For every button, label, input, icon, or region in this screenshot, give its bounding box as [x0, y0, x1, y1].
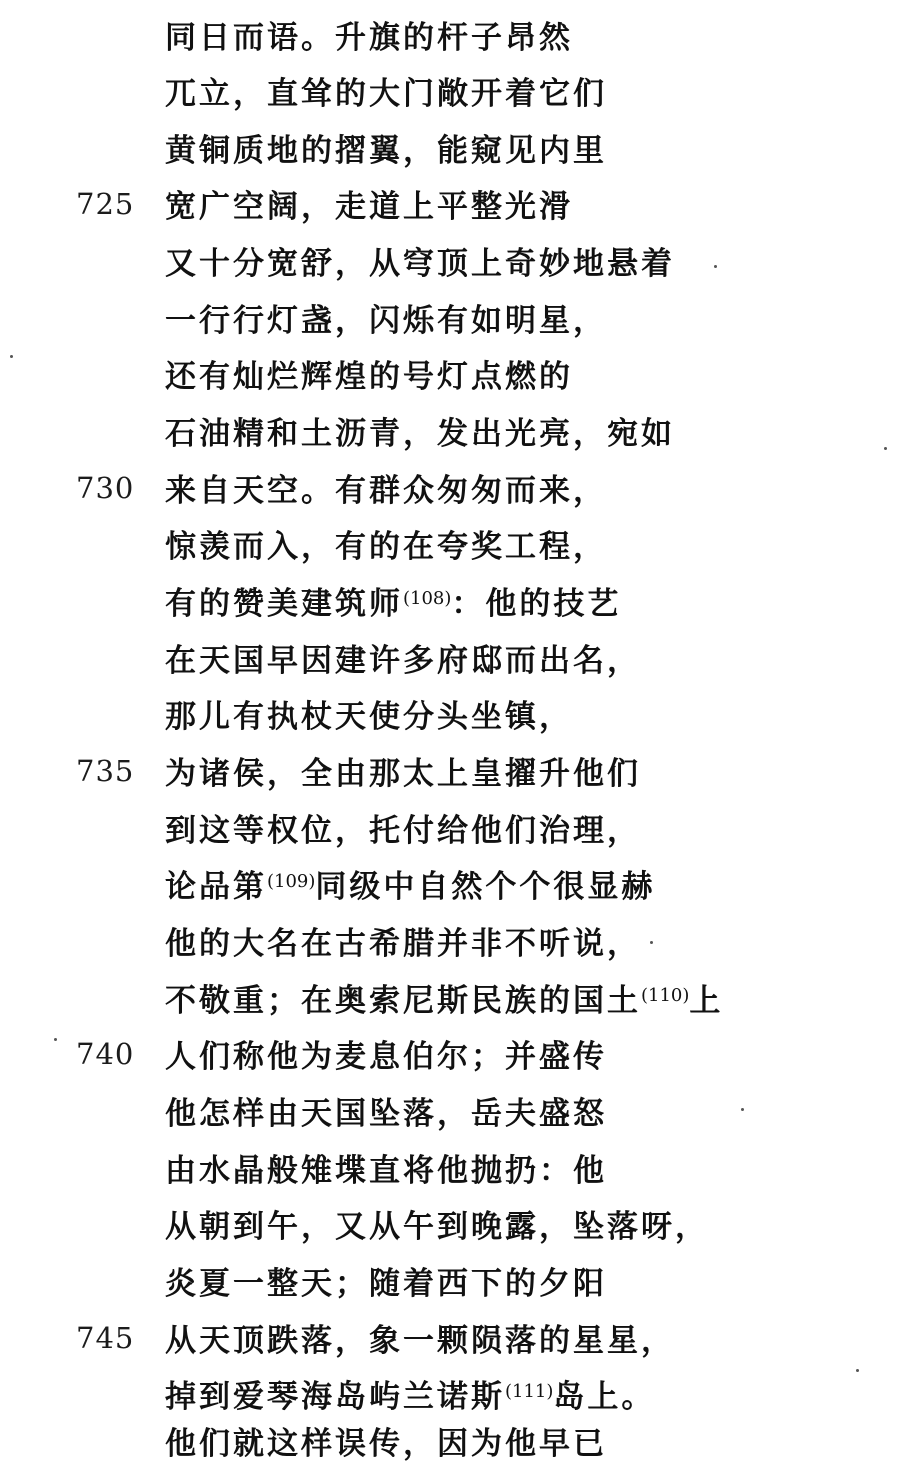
verse-line — [0, 971, 900, 1027]
verse-text: 他怎样由天国坠落，岳夫盛怒 — [165, 1096, 607, 1132]
verse-text: 他的大名在古希腊并非不听说， — [165, 926, 641, 962]
verse-line — [0, 404, 900, 460]
verse-text: 人们称他为麦息伯尔；并盛传 — [165, 1039, 607, 1075]
footnote-ref: (108) — [403, 588, 452, 609]
verse-line — [0, 914, 900, 970]
verse-line — [0, 631, 900, 687]
verse-text: 到这等权位，托付给他们治理， — [165, 813, 641, 849]
verse-text: 一行行灯盏，闪烁有如明星， — [165, 303, 607, 339]
verse-line — [0, 801, 900, 857]
verse-text: 由水晶般雉堞直将他抛扔：他 — [165, 1153, 607, 1189]
verse-line — [0, 1084, 900, 1140]
line-number: 725 — [76, 187, 135, 221]
verse-text — [165, 861, 655, 906]
scan-speck — [884, 447, 887, 450]
verse-text: 同日而语。升旗的杆子昂然 — [165, 20, 573, 56]
scan-speck — [741, 1108, 744, 1111]
verse-text-segment: 掉到爱琴海岛屿兰诺斯 — [165, 1379, 505, 1415]
verse-text-segment: 上 — [689, 983, 724, 1019]
verse-line — [0, 1141, 900, 1197]
verse-line — [0, 857, 900, 913]
verse-line — [0, 121, 900, 177]
verse-text: 惊羡而入，有的在夸奖工程， — [165, 529, 607, 565]
scan-speck — [10, 355, 13, 358]
verse-line — [0, 347, 900, 403]
line-number: 740 — [76, 1037, 135, 1071]
verse-line — [0, 744, 900, 800]
verse-text — [165, 975, 723, 1020]
footnote-ref: (110) — [641, 985, 690, 1006]
verse-line — [0, 1027, 900, 1083]
verse-line — [0, 8, 900, 64]
verse-line — [0, 517, 900, 573]
verse-line — [0, 574, 900, 630]
line-number: 730 — [76, 471, 135, 505]
verse-text — [165, 1371, 655, 1416]
footnote-ref: (109) — [267, 871, 316, 892]
scan-speck — [54, 1038, 57, 1041]
scan-speck — [650, 941, 653, 944]
verse-text: 他们就这样误传，因为他早已 — [165, 1426, 607, 1462]
verse-line — [0, 687, 900, 743]
verse-line — [0, 234, 900, 290]
verse-text: 兀立，直耸的大门敞开着它们 — [165, 76, 607, 112]
footnote-ref: (111) — [505, 1381, 554, 1402]
verse-line — [0, 177, 900, 233]
verse-text: 来自天空。有群众匆匆而来， — [165, 473, 607, 509]
verse-line — [0, 64, 900, 120]
verse-text-segment: 论品第 — [165, 869, 267, 905]
verse-text: 那儿有执杖天使分头坐镇， — [165, 699, 573, 735]
verse-text: 在天国早因建许多府邸而出名， — [165, 643, 641, 679]
verse-line — [0, 291, 900, 347]
verse-text: 又十分宽舒，从穹顶上奇妙地悬着 — [165, 246, 675, 282]
verse-text: 炎夏一整天；随着西下的夕阳 — [165, 1266, 607, 1302]
verse-text: 从朝到午，又从午到晚露，坠落呀， — [165, 1209, 709, 1245]
verse-text: 石油精和土沥青，发出光亮，宛如 — [165, 416, 675, 452]
line-number: 745 — [76, 1321, 135, 1355]
verse-line — [0, 461, 900, 517]
verse-text-segment: 有的赞美建筑师 — [165, 586, 403, 622]
scan-speck — [856, 1369, 859, 1372]
verse-text: 从天顶跌落，象一颗陨落的星星， — [165, 1323, 675, 1359]
verse-line — [0, 1254, 900, 1310]
verse-text-segment: 同级中自然个个很显赫 — [315, 869, 656, 905]
line-number: 735 — [76, 754, 135, 788]
verse-text: 宽广空阔，走道上平整光滑 — [165, 189, 573, 225]
verse-text-segment: ：他的技艺 — [451, 586, 622, 622]
verse-text: 黄铜质地的摺翼，能窥见内里 — [165, 133, 607, 169]
scan-speck — [714, 265, 717, 268]
verse-text: 为诸侯，全由那太上皇擢升他们 — [165, 756, 641, 792]
verse-line — [0, 1197, 900, 1253]
verse-text — [165, 578, 621, 623]
verse-text-segment: 不敬重；在奥索尼斯民族的国土 — [165, 983, 641, 1019]
verse-text: 还有灿烂辉煌的号灯点燃的 — [165, 359, 573, 395]
verse-text-segment: 岛上。 — [553, 1379, 656, 1415]
verse-line — [0, 1414, 900, 1470]
verse-line — [0, 1311, 900, 1367]
